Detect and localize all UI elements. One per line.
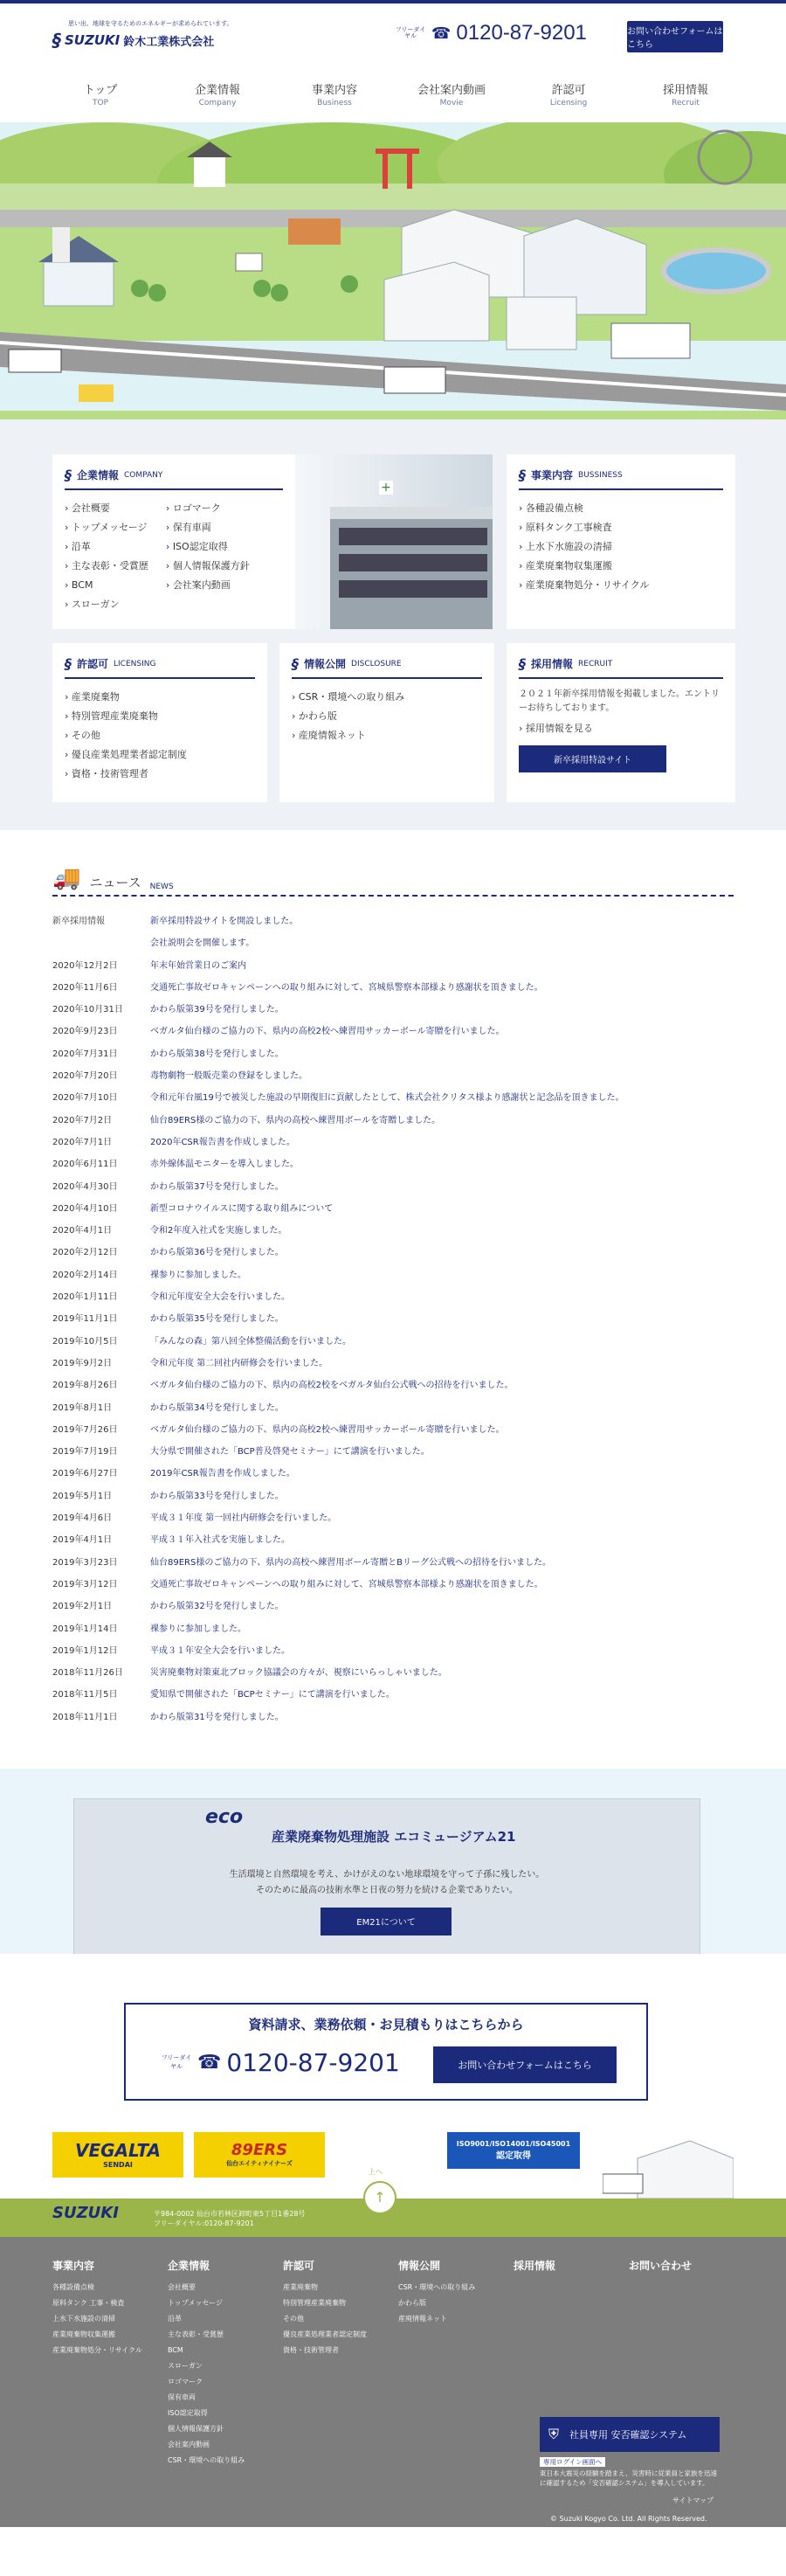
news-item[interactable] [52, 1065, 734, 1087]
town-illustration [0, 122, 786, 419]
news-date: 2020年7月1日 [52, 1137, 113, 1147]
freedial-label: フリーダイヤル [395, 26, 426, 39]
nav-top[interactable] [52, 80, 148, 107]
news-date: 2020年2月14日 [52, 1270, 118, 1280]
suzuki-mark-icon: § [519, 467, 526, 483]
contact-band [0, 1954, 786, 2132]
news-date: 2019年10月5日 [52, 1336, 118, 1347]
card-title-en: RECRUIT [578, 659, 613, 668]
license-link[interactable]: › 優良産業処理業者認定制度 [65, 745, 255, 765]
company-card [52, 454, 295, 629]
suzuki-mark-icon: § [292, 655, 299, 672]
license-link[interactable]: › その他 [65, 726, 255, 745]
news-date: 2018年11月1日 [52, 1712, 118, 1722]
card-title: 事業内容 [531, 469, 574, 481]
news-item[interactable] [52, 1397, 734, 1419]
recruit-text: ２０２１年新卒採用情報を掲載しました。エントリーお待ちしております。 [519, 689, 720, 713]
company-link[interactable]: › 保有車両 [166, 518, 250, 537]
logo-mark-icon: § [52, 30, 61, 51]
iso-sub: 認定取得 [496, 2150, 531, 2161]
business-link[interactable]: › 原料タンク工事検査 [519, 518, 723, 537]
news-item[interactable] [52, 1220, 734, 1242]
nav-sublabel: Recruit [672, 99, 700, 107]
news-text[interactable]: かわら版第34号を発行しました。 [150, 1402, 284, 1413]
news-item[interactable] [52, 1507, 734, 1529]
news-date: 2020年11月6日 [52, 982, 118, 993]
news-date: 2019年8月1日 [52, 1402, 113, 1413]
freedial-label: フリーダイヤル [161, 2054, 192, 2071]
news-date: 2020年7月10日 [52, 1093, 118, 1104]
address-line: 〒984-0002 仙台市若林区卸町東5丁目1番28号 [154, 2209, 306, 2218]
nav-label: 事業内容 [311, 84, 357, 97]
svg-text:+: + [381, 481, 391, 495]
company-link[interactable]: › ロゴマーク [166, 499, 250, 518]
disclosure-link[interactable]: › CSR・環境への取り組み [292, 688, 482, 707]
footer-link[interactable]: 各種設備点検 [52, 2282, 94, 2291]
news-item[interactable] [52, 1375, 734, 1396]
nav-sublabel: Licensing [549, 99, 588, 107]
company-name: 鈴木工業株式会社 [123, 35, 215, 49]
news-date: 2019年4月1日 [52, 1535, 113, 1546]
footer-link[interactable]: 個人情報保護方針 [168, 2424, 224, 2433]
news-text[interactable]: かわら版第38号を発行しました。 [150, 1049, 284, 1059]
news-item[interactable] [52, 1419, 734, 1441]
news-date: 2018年11月5日 [52, 1690, 118, 1700]
company-link[interactable]: › 会社概要 [65, 499, 148, 518]
news-text[interactable]: かわら版第31号を発行しました。 [150, 1712, 284, 1722]
news-text[interactable]: 令和元年度安全大会を行いました。 [150, 1292, 290, 1303]
iso-text: ISO9001/ISO14001/ISO45001 [456, 2139, 571, 2148]
card-title: 企業情報 [77, 469, 120, 481]
company-link[interactable]: › 主な表彰・受賞歴 [65, 557, 148, 576]
footer-link[interactable]: 優良産業処理業者認定制度 [283, 2330, 367, 2338]
phone-icon: ☎ [197, 2051, 222, 2074]
nav-company[interactable] [169, 80, 265, 107]
news-text[interactable]: 災害廃棄物対策東北ブロック協議会の方々が、視察にいらっしゃいました。 [150, 1668, 447, 1679]
news-date: 2020年4月1日 [52, 1226, 113, 1236]
news-date: 新卒採用情報 [52, 917, 105, 926]
news-item[interactable] [52, 1021, 734, 1042]
news-text[interactable]: 2020年CSR報告書を作成しました。 [150, 1137, 295, 1147]
footer-link[interactable]: 会社案内動画 [168, 2440, 210, 2448]
news-text[interactable]: 年末年始営業日のご案内 [150, 960, 246, 971]
business-link[interactable]: › 各種設備点検 [519, 499, 723, 518]
nav-licensing[interactable] [521, 80, 617, 107]
card-title: 採用情報 [531, 658, 574, 670]
news-text[interactable]: 令和元年台風19号で被災した施設の早期復旧に貢献したとして、株式会社クリタス様より感謝状と記念品を頂きました。 [150, 1093, 624, 1104]
news-text[interactable]: ベガルタ仙台様のご協力の下、県内の高校2校へ練習用サッカーボール寄贈を行いました。 [150, 1424, 505, 1435]
footer-link[interactable]: 産業廃棄物収集運搬 [52, 2330, 115, 2338]
news-date: 2019年4月6日 [52, 1513, 113, 1524]
logo-suzuki: SUZUKI [65, 32, 121, 48]
disclosure-link[interactable]: › かわら版 [292, 707, 482, 726]
news-text[interactable]: 会社説明会を開催します。 [150, 938, 255, 949]
eco-logo: eco [205, 1805, 244, 1828]
license-link[interactable]: › 特別管理産業廃棄物 [65, 707, 255, 726]
news-text[interactable]: 交通死亡事故ゼロキャンペーンへの取り組みに対して、宮城県警察本部様より感謝状を頂きました。 [150, 982, 543, 993]
card-title: 情報公開 [304, 658, 347, 670]
card-title: 許認可 [77, 658, 109, 670]
footer-column [168, 2258, 272, 2469]
news-date: 2020年7月20日 [52, 1071, 118, 1082]
news-item[interactable] [52, 1596, 734, 1617]
business-card [507, 454, 735, 629]
news-item[interactable] [52, 1707, 734, 1728]
footer-column [398, 2258, 503, 2469]
news-text[interactable]: 平成３１年入社式を実施しました。 [150, 1535, 290, 1546]
truck-icon: 🚚 [52, 865, 81, 891]
nav-sublabel: TOP [92, 99, 108, 107]
nav-recruit[interactable] [638, 80, 734, 107]
footer-column-title[interactable]: 許認可 [283, 2259, 315, 2272]
company-link[interactable]: › 沿革 [65, 537, 148, 557]
em21-description [74, 1867, 700, 1899]
news-text[interactable]: 愛知県で開催された「BCPセミナー」にて講演を行いました。 [150, 1690, 395, 1700]
em21-banner [73, 1798, 700, 1959]
company-link[interactable]: › トップメッセージ [65, 518, 148, 537]
site-footer [0, 2237, 786, 2527]
news-text[interactable]: 仙台89ERS様のご協力の下、県内の高校へ練習用ボールを寄贈しました。 [150, 1115, 441, 1125]
em21-title: 産業廃棄物処理施設 エコミュージアム21 [272, 1828, 516, 1845]
card-title-en: COMPANY [124, 470, 163, 480]
news-text[interactable]: ベガルタ仙台様のご協力の下、県内の高校2校へ練習用サッカーボール寄贈を行いました。 [150, 1027, 505, 1037]
news-date: 2019年8月26日 [52, 1381, 118, 1391]
news-item[interactable] [52, 1110, 734, 1132]
footer-link[interactable]: 保有車両 [168, 2392, 196, 2401]
news-text[interactable]: 仙台89ERS様のご協力の下、県内の高校へ練習用ボール寄贈とBリーグ公式戦への招待を行いました。 [150, 1557, 551, 1568]
news-item[interactable] [52, 1463, 734, 1485]
news-heading [52, 865, 734, 897]
license-link[interactable]: › 資格・技術管理者 [65, 765, 255, 784]
safety-system-note [540, 2457, 720, 2488]
shield-icon: ⛨ [548, 2425, 560, 2442]
news-text[interactable]: 新卒採用特設サイトを開設しました。 [150, 917, 299, 926]
card-heading [519, 467, 723, 490]
news-item[interactable] [52, 1485, 734, 1507]
vegalta-banner[interactable] [52, 2132, 183, 2178]
facility-illustration [603, 2132, 734, 2199]
contact-box [124, 2003, 648, 2101]
news-section [0, 830, 786, 1763]
sitemap-link[interactable]: サイトマップ [672, 2496, 714, 2504]
news-text[interactable]: ベガルタ仙台様のご協力の下、県内の高校2校をベガルタ仙台公式戦への招待を行いました。 [150, 1381, 514, 1391]
em21-desc-line: 生活環境と自然環境を考え、かけがえのない地球環境を守って子孫に残したい。 [229, 1869, 545, 1880]
contact-form-button[interactable]: お問い合わせフォームはこちら [433, 2046, 617, 2083]
news-item[interactable] [52, 1087, 734, 1109]
business-link[interactable]: › 上水下水施設の清掃 [519, 537, 723, 557]
footer-column-title[interactable]: 企業情報 [168, 2259, 210, 2272]
news-date: 2020年6月11日 [52, 1160, 118, 1170]
nav-sublabel: Business [317, 99, 352, 107]
news-item[interactable] [52, 911, 734, 932]
nav-movie[interactable] [403, 80, 500, 107]
building-image [295, 454, 493, 629]
nav-label: トップ [83, 84, 118, 97]
disclosure-link[interactable]: › 産廃情報ネット [292, 726, 482, 745]
footer-link[interactable]: ISO認定取得 [168, 2408, 208, 2417]
news-item[interactable] [52, 1132, 734, 1153]
footer-link[interactable]: BCM [168, 2345, 183, 2354]
footer-link[interactable]: 産業廃棄物 [283, 2282, 318, 2291]
nav-sublabel: Movie [439, 99, 464, 107]
safety-system-button[interactable] [540, 2417, 720, 2452]
card-title-en: BUSSINESS [578, 470, 623, 480]
card-heading [519, 655, 723, 679]
news-date: 2020年9月23日 [52, 1027, 118, 1037]
tel-number: 0120-87-9201 [226, 2047, 400, 2077]
tel-number: 0120-87-9201 [456, 21, 587, 45]
card-heading [65, 655, 255, 679]
news-date: 2019年9月2日 [52, 1358, 113, 1368]
recruit-card [507, 643, 735, 802]
safety-system-label: 社員専用 安否確認システム [569, 2428, 687, 2441]
news-text[interactable]: 令和元年度 第二回社内研修会を行いました。 [150, 1358, 328, 1368]
news-item[interactable] [52, 1640, 734, 1662]
safety-system-sub: 専用ログイン画面へ [540, 2457, 605, 2467]
news-date: 2019年11月1日 [52, 1314, 118, 1325]
news-text[interactable]: 2019年CSR報告書を作成しました。 [150, 1469, 295, 1479]
footer-link[interactable]: 産業廃棄物処分・リサイクル [52, 2345, 142, 2354]
news-item[interactable] [52, 1043, 734, 1065]
card-title-en: LICENSING [114, 659, 156, 668]
news-date: 2020年12月2日 [52, 960, 118, 971]
footer-column-title[interactable]: 事業内容 [52, 2259, 95, 2272]
nav-label: 企業情報 [194, 84, 240, 97]
news-text[interactable]: 「みんなの森」第八回全体整備活動を行いました。 [150, 1336, 351, 1347]
license-card [52, 643, 267, 802]
news-text[interactable]: 毒物劇物一般販売業の登録をしました。 [150, 1071, 307, 1082]
news-item[interactable] [52, 1441, 734, 1463]
news-text[interactable]: 裸参りに参加しました。 [150, 1624, 246, 1634]
em21-section [0, 1769, 786, 1954]
news-item[interactable] [52, 999, 734, 1021]
news-item[interactable] [52, 1618, 734, 1640]
contact-form-button[interactable]: お問い合わせフォームはこちら [627, 21, 723, 52]
em21-button[interactable]: EM21について [321, 1908, 452, 1935]
news-text[interactable]: 大分県で開催された「BCP普及啓発セミナー」にて講演を行いました。 [150, 1447, 430, 1458]
news-date [52, 932, 150, 954]
89ers-name: 89ERS [231, 2141, 288, 2160]
news-text[interactable]: 赤外線体温モニターを導入しました。 [150, 1160, 299, 1170]
news-text[interactable]: 裸参りに参加しました。 [150, 1270, 246, 1280]
footer-link[interactable]: 産廃情報ネット [398, 2314, 447, 2323]
suzuki-mark-icon: § [65, 467, 72, 483]
news-item[interactable] [52, 1198, 734, 1220]
vegalta-name: VEGALTA [74, 2140, 162, 2162]
news-item[interactable] [52, 1242, 734, 1264]
news-date: 2019年2月1日 [52, 1602, 113, 1612]
news-text[interactable]: 令和2年度入社式を実施しました。 [150, 1226, 287, 1236]
news-date: 2018年11月26日 [52, 1668, 123, 1679]
nav-sublabel: Company [198, 99, 237, 107]
news-date: 2020年4月10日 [52, 1203, 118, 1214]
em21-desc-line: そのために最高の技術水準と日夜の努力を続ける企業でありたい。 [256, 1885, 518, 1895]
news-text[interactable]: 平成３１年度 第一回社内研修会を行いました。 [150, 1513, 337, 1524]
vegalta-sub: SENDAI [103, 2161, 133, 2170]
company-link[interactable]: › スローガン [65, 595, 148, 614]
header-tel[interactable] [395, 21, 587, 45]
news-text[interactable]: かわら版第33号を発行しました。 [150, 1491, 284, 1501]
news-date: 2019年6月27日 [52, 1469, 118, 1479]
company-link[interactable]: › ISO認定取得 [166, 537, 250, 557]
news-date: 2019年7月26日 [52, 1424, 118, 1435]
business-link[interactable]: › 産業廃棄物収集運搬 [519, 557, 723, 576]
nav-label: 許認可 [551, 84, 586, 97]
news-text[interactable]: 平成３１年安全大会を行いました。 [150, 1645, 290, 1656]
footer-link[interactable]: 原料タンク 工事・検査 [52, 2298, 125, 2307]
recruit-site-button[interactable]: 新卒採用特設サイト [519, 745, 666, 772]
news-item[interactable] [52, 1331, 734, 1353]
recruit-link[interactable]: › 採用情報を見る [519, 719, 723, 738]
news-item[interactable] [52, 977, 734, 999]
address-line: フリーダイヤル:0120-87-9201 [154, 2219, 254, 2227]
disclosure-card [279, 643, 494, 802]
news-date: 2020年4月30日 [52, 1181, 118, 1192]
news-date: 2020年2月12日 [52, 1248, 118, 1258]
news-item[interactable] [52, 1286, 734, 1308]
news-item[interactable] [52, 1552, 734, 1574]
arrow-up-icon: ↑ [374, 2189, 386, 2206]
news-title-en: NEWS [149, 883, 174, 891]
news-item[interactable] [52, 1662, 734, 1684]
footer-address [154, 2209, 305, 2228]
card-heading [292, 655, 482, 679]
news-item[interactable] [52, 1574, 734, 1596]
footer-column [52, 2258, 157, 2469]
news-date: 2020年7月31日 [52, 1049, 118, 1059]
footer-column [283, 2258, 388, 2469]
contact-tel[interactable] [161, 2048, 400, 2077]
news-item[interactable] [52, 1529, 734, 1551]
footer-link[interactable]: かわら版 [398, 2298, 426, 2307]
footer-column-title[interactable]: お問い合わせ [629, 2259, 693, 2272]
global-nav [52, 80, 734, 107]
iso-badge [447, 2132, 580, 2169]
phone-icon: ☎ [431, 24, 452, 43]
company-link[interactable]: › 個人情報保護方針 [166, 557, 250, 576]
contact-heading: 資料請求、業務依頼・お見積もりはこちらから [248, 2016, 524, 2032]
footer-link[interactable]: CSR・環境への取り組み [398, 2282, 476, 2291]
news-item[interactable] [52, 1264, 734, 1286]
news-date: 2019年5月1日 [52, 1491, 113, 1501]
license-link[interactable]: › 産業廃棄物 [65, 688, 255, 707]
footer-band [0, 2167, 786, 2237]
89ers-sub: 仙台エイティナイナーズ [226, 2160, 293, 2168]
card-heading [65, 467, 283, 490]
suzuki-mark-icon: § [65, 655, 72, 672]
news-text[interactable]: 新型コロナウイルスに関する取り組みについて [150, 1203, 334, 1214]
news-date: 2020年10月31日 [52, 1005, 123, 1015]
footer-logo[interactable]: SUZUKI [52, 2203, 119, 2222]
footer-link[interactable]: トップメッセージ [168, 2298, 223, 2307]
news-text[interactable]: かわら版第36号を発行しました。 [150, 1248, 284, 1258]
news-date: 2019年1月12日 [52, 1645, 118, 1656]
logo-tagline: 思い出、地球を守るためのエネルギーが求められています。 [68, 20, 233, 27]
business-link[interactable]: › 産業廃棄物処分・リサイクル [519, 576, 723, 595]
card-title-en: DISCLOSURE [351, 659, 402, 668]
site-logo[interactable] [52, 19, 232, 51]
footer-column-title[interactable]: 情報公開 [398, 2259, 441, 2272]
nav-label: 会社案内動画 [417, 84, 486, 97]
news-item[interactable] [52, 1176, 734, 1198]
news-text[interactable]: かわら版第39号を発行しました。 [150, 1005, 284, 1015]
89ers-banner[interactable] [194, 2132, 325, 2178]
safety-system-text: 東日本大震災の経験を踏まえ、災害時に従業員と家族を迅速に確認するため「安否確認システム」を導入しています。 [540, 2469, 717, 2487]
footer-link[interactable]: スローガン [168, 2361, 203, 2370]
site-header [0, 0, 786, 122]
news-date: 2019年3月12日 [52, 1579, 118, 1589]
company-link[interactable]: › BCM [65, 576, 148, 595]
news-date: 2020年1月11日 [52, 1292, 118, 1303]
footer-link[interactable]: 主な表彰・受賞歴 [168, 2330, 224, 2338]
pagetop-button[interactable] [363, 2181, 396, 2214]
pagetop-label: 上へ [369, 2167, 383, 2176]
news-text[interactable]: かわら版第37号を発行しました。 [150, 1181, 284, 1192]
news-item[interactable] [52, 1153, 734, 1175]
nav-business[interactable] [286, 80, 383, 107]
footer-link[interactable]: ロゴマーク [168, 2377, 203, 2386]
hero-illustration [0, 122, 786, 419]
footer-link[interactable]: 特別管理産業廃棄物 [283, 2298, 346, 2307]
news-list [52, 911, 734, 1728]
copyright: © Suzuki Kogyo Co. Ltd. All Rights Reserved. [550, 2514, 707, 2523]
footer-link[interactable]: CSR・環境への取り組み [168, 2455, 245, 2464]
news-item[interactable] [52, 955, 734, 977]
news-item[interactable] [52, 1353, 734, 1375]
nav-label: 採用情報 [662, 84, 708, 97]
suzuki-mark-icon: § [519, 655, 526, 672]
news-date: 2020年7月2日 [52, 1115, 113, 1125]
news-date: 2019年1月14日 [52, 1624, 118, 1634]
company-link[interactable]: › 会社案内動画 [166, 576, 250, 595]
news-title: ニュース [89, 875, 141, 890]
news-text[interactable]: 交通死亡事故ゼロキャンペーンへの取り組みに対して、宮城県警察本部様より感謝状を頂きました。 [150, 1579, 543, 1589]
news-item[interactable] [52, 1684, 734, 1706]
building-photo [295, 454, 493, 629]
footer-link[interactable]: その他 [283, 2314, 304, 2323]
news-text[interactable]: かわら版第35号を発行しました。 [150, 1314, 284, 1325]
news-item[interactable] [52, 1308, 734, 1330]
footer-link[interactable]: 資格・技術管理者 [283, 2345, 339, 2354]
footer-column-title[interactable]: 採用情報 [514, 2259, 556, 2272]
footer-link[interactable]: 会社概要 [168, 2282, 196, 2291]
footer-link[interactable]: 上水下水施設の清掃 [52, 2314, 115, 2323]
news-date: 2019年3月23日 [52, 1557, 118, 1568]
info-cards [0, 419, 786, 830]
footer-link[interactable]: 沿革 [168, 2314, 182, 2323]
news-item[interactable] [52, 932, 734, 954]
news-text[interactable]: かわら版第32号を発行しました。 [150, 1602, 284, 1612]
news-date: 2019年7月19日 [52, 1447, 118, 1458]
